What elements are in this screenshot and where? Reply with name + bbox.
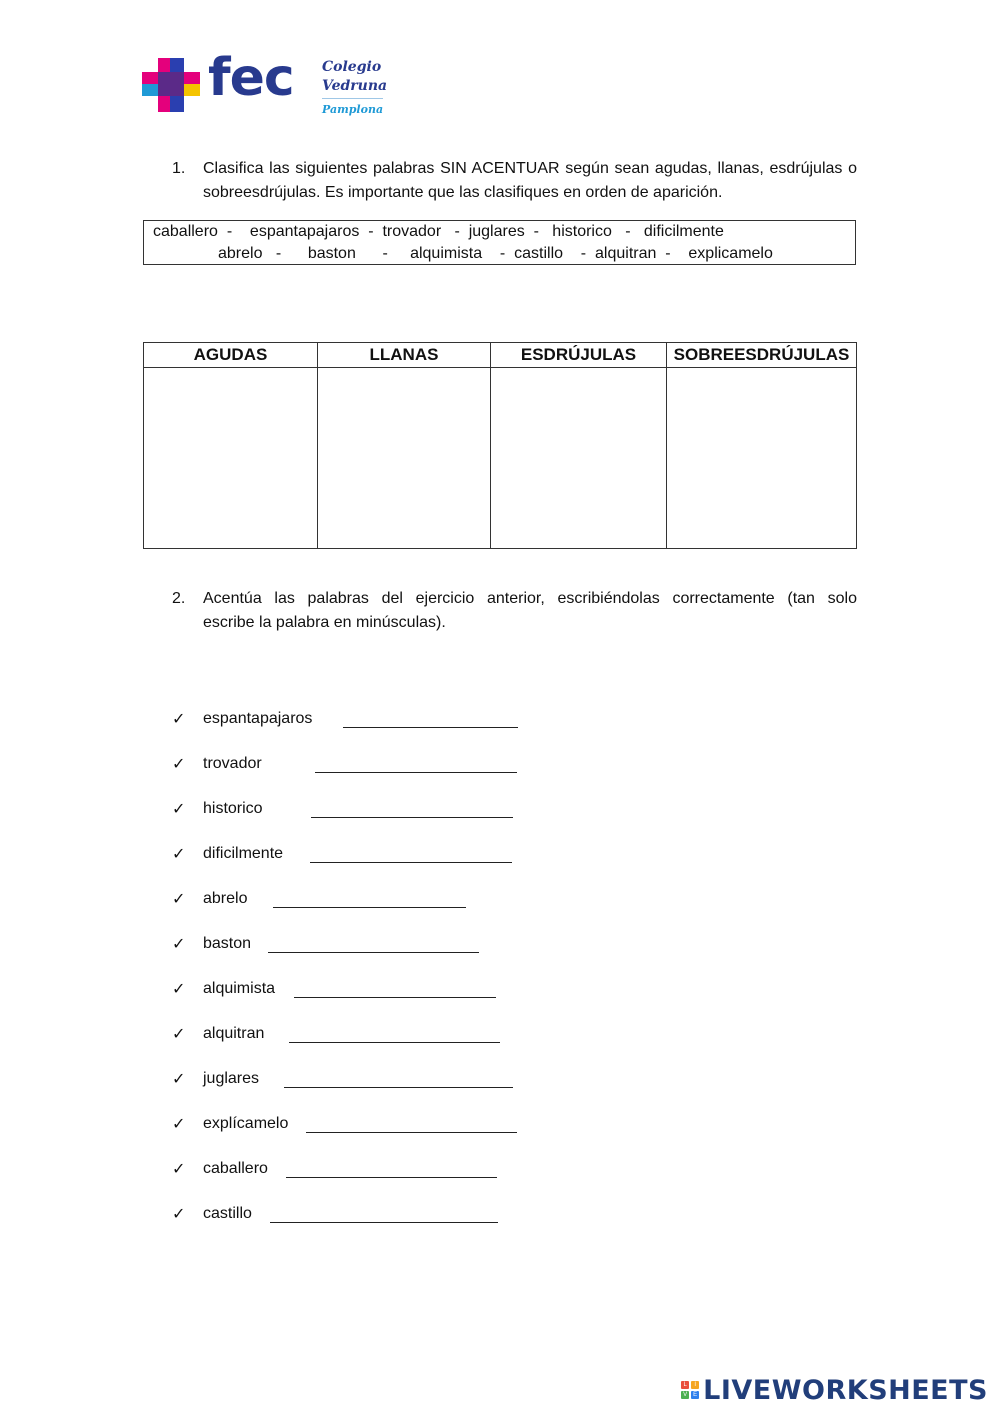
logo-tile: I <box>691 1381 699 1389</box>
item-word: juglares <box>203 1070 260 1087</box>
item-word: alquitran <box>203 1025 265 1042</box>
logo-tile: L <box>681 1381 689 1389</box>
liveworksheets-watermark <box>681 1374 988 1406</box>
header-sobreesdrujulas: SOBREESDRÚJULAS <box>667 343 857 368</box>
logo-tile: V <box>683 1392 688 1398</box>
exercise2-number: 2. <box>172 590 186 607</box>
answer-blank[interactable] <box>343 727 518 728</box>
check-icon: ✓ <box>172 934 186 953</box>
check-icon: ✓ <box>172 889 186 908</box>
classification-table <box>143 342 857 549</box>
check-icon: ✓ <box>172 844 186 863</box>
answer-blank[interactable] <box>310 862 512 863</box>
exercise2-instruction-line1: Acentúa las palabras del ejercicio anterior, escribiéndolas correctamente (tan solo <box>203 590 857 607</box>
answer-blank[interactable] <box>273 907 466 908</box>
answer-blank[interactable] <box>306 1132 517 1133</box>
school-name-line1: Colegio <box>322 59 382 75</box>
item-word: explícamelo <box>203 1115 289 1132</box>
liveworksheets-logo-icon <box>681 1381 699 1399</box>
answer-blank[interactable] <box>294 997 496 998</box>
logo-wordmark: fec <box>208 48 294 108</box>
school-logo <box>142 48 402 122</box>
answer-cell-agudas[interactable] <box>144 368 318 549</box>
school-name-line2: Vedruna <box>322 78 388 94</box>
check-icon: ✓ <box>172 1024 186 1043</box>
answer-blank[interactable] <box>284 1087 513 1088</box>
exercise2-instruction <box>203 587 857 635</box>
check-icon: ✓ <box>172 709 186 728</box>
logo-cross-center <box>158 72 184 96</box>
answer-blank[interactable] <box>268 952 479 953</box>
school-name <box>322 58 387 119</box>
word-bank-line2: abrelo - baston - alquimista - castillo - alquitran - explicamelo <box>218 245 773 262</box>
item-word: baston <box>203 935 252 952</box>
check-icon: ✓ <box>172 1069 186 1088</box>
item-word: alquimista <box>203 980 276 997</box>
answer-blank[interactable] <box>289 1042 500 1043</box>
item-word: dificilmente <box>203 845 284 862</box>
item-word: castillo <box>203 1205 252 1222</box>
classification-header-row <box>144 343 857 368</box>
answer-blank[interactable] <box>286 1177 497 1178</box>
answer-cell-sobreesdrujulas[interactable] <box>667 368 857 549</box>
logo-cross-yellow <box>184 84 200 96</box>
check-icon: ✓ <box>172 979 186 998</box>
item-word: abrelo <box>203 890 248 907</box>
exercise1-instruction-line1: Clasifica las siguientes palabras SIN ACENTUAR según sean agudas, llanas, esdrújulas o <box>203 160 857 177</box>
header-agudas: AGUDAS <box>144 343 318 368</box>
item-word: caballero <box>203 1160 268 1177</box>
word-bank-box <box>143 220 856 265</box>
exercise1-instruction <box>203 157 857 205</box>
header-esdrujulas: ESDRÚJULAS <box>491 343 667 368</box>
check-icon: ✓ <box>172 1114 186 1133</box>
item-word: espantapajaros <box>203 710 313 727</box>
answer-cell-esdrujulas[interactable] <box>491 368 667 549</box>
exercise2-instruction-line2: escribe la palabra en minúsculas). <box>203 614 446 631</box>
answer-blank[interactable] <box>315 772 517 773</box>
exercise1-instruction-line2: sobreesdrújulas. Es importante que las clasifiques en orden de aparición. <box>203 184 723 201</box>
check-icon: ✓ <box>172 754 186 773</box>
answer-blank[interactable] <box>270 1222 498 1223</box>
classification-answer-row <box>144 368 857 549</box>
answer-blank[interactable] <box>311 817 513 818</box>
item-word: trovador <box>203 755 262 772</box>
header-llanas: LLANAS <box>318 343 491 368</box>
word-bank-line1: caballero - espantapajaros - trovador - juglares - historico - dificilmente <box>153 223 724 240</box>
answer-cell-llanas[interactable] <box>318 368 491 549</box>
check-icon: ✓ <box>172 799 186 818</box>
watermark-text: LIVEWORKSHEETS <box>703 1374 988 1406</box>
exercise1-number: 1. <box>172 160 186 177</box>
check-icon: ✓ <box>172 1204 186 1223</box>
item-word: historico <box>203 800 263 817</box>
school-city: Pamplona <box>322 98 383 119</box>
check-icon: ✓ <box>172 1159 186 1178</box>
logo-tile: E <box>693 1392 698 1398</box>
